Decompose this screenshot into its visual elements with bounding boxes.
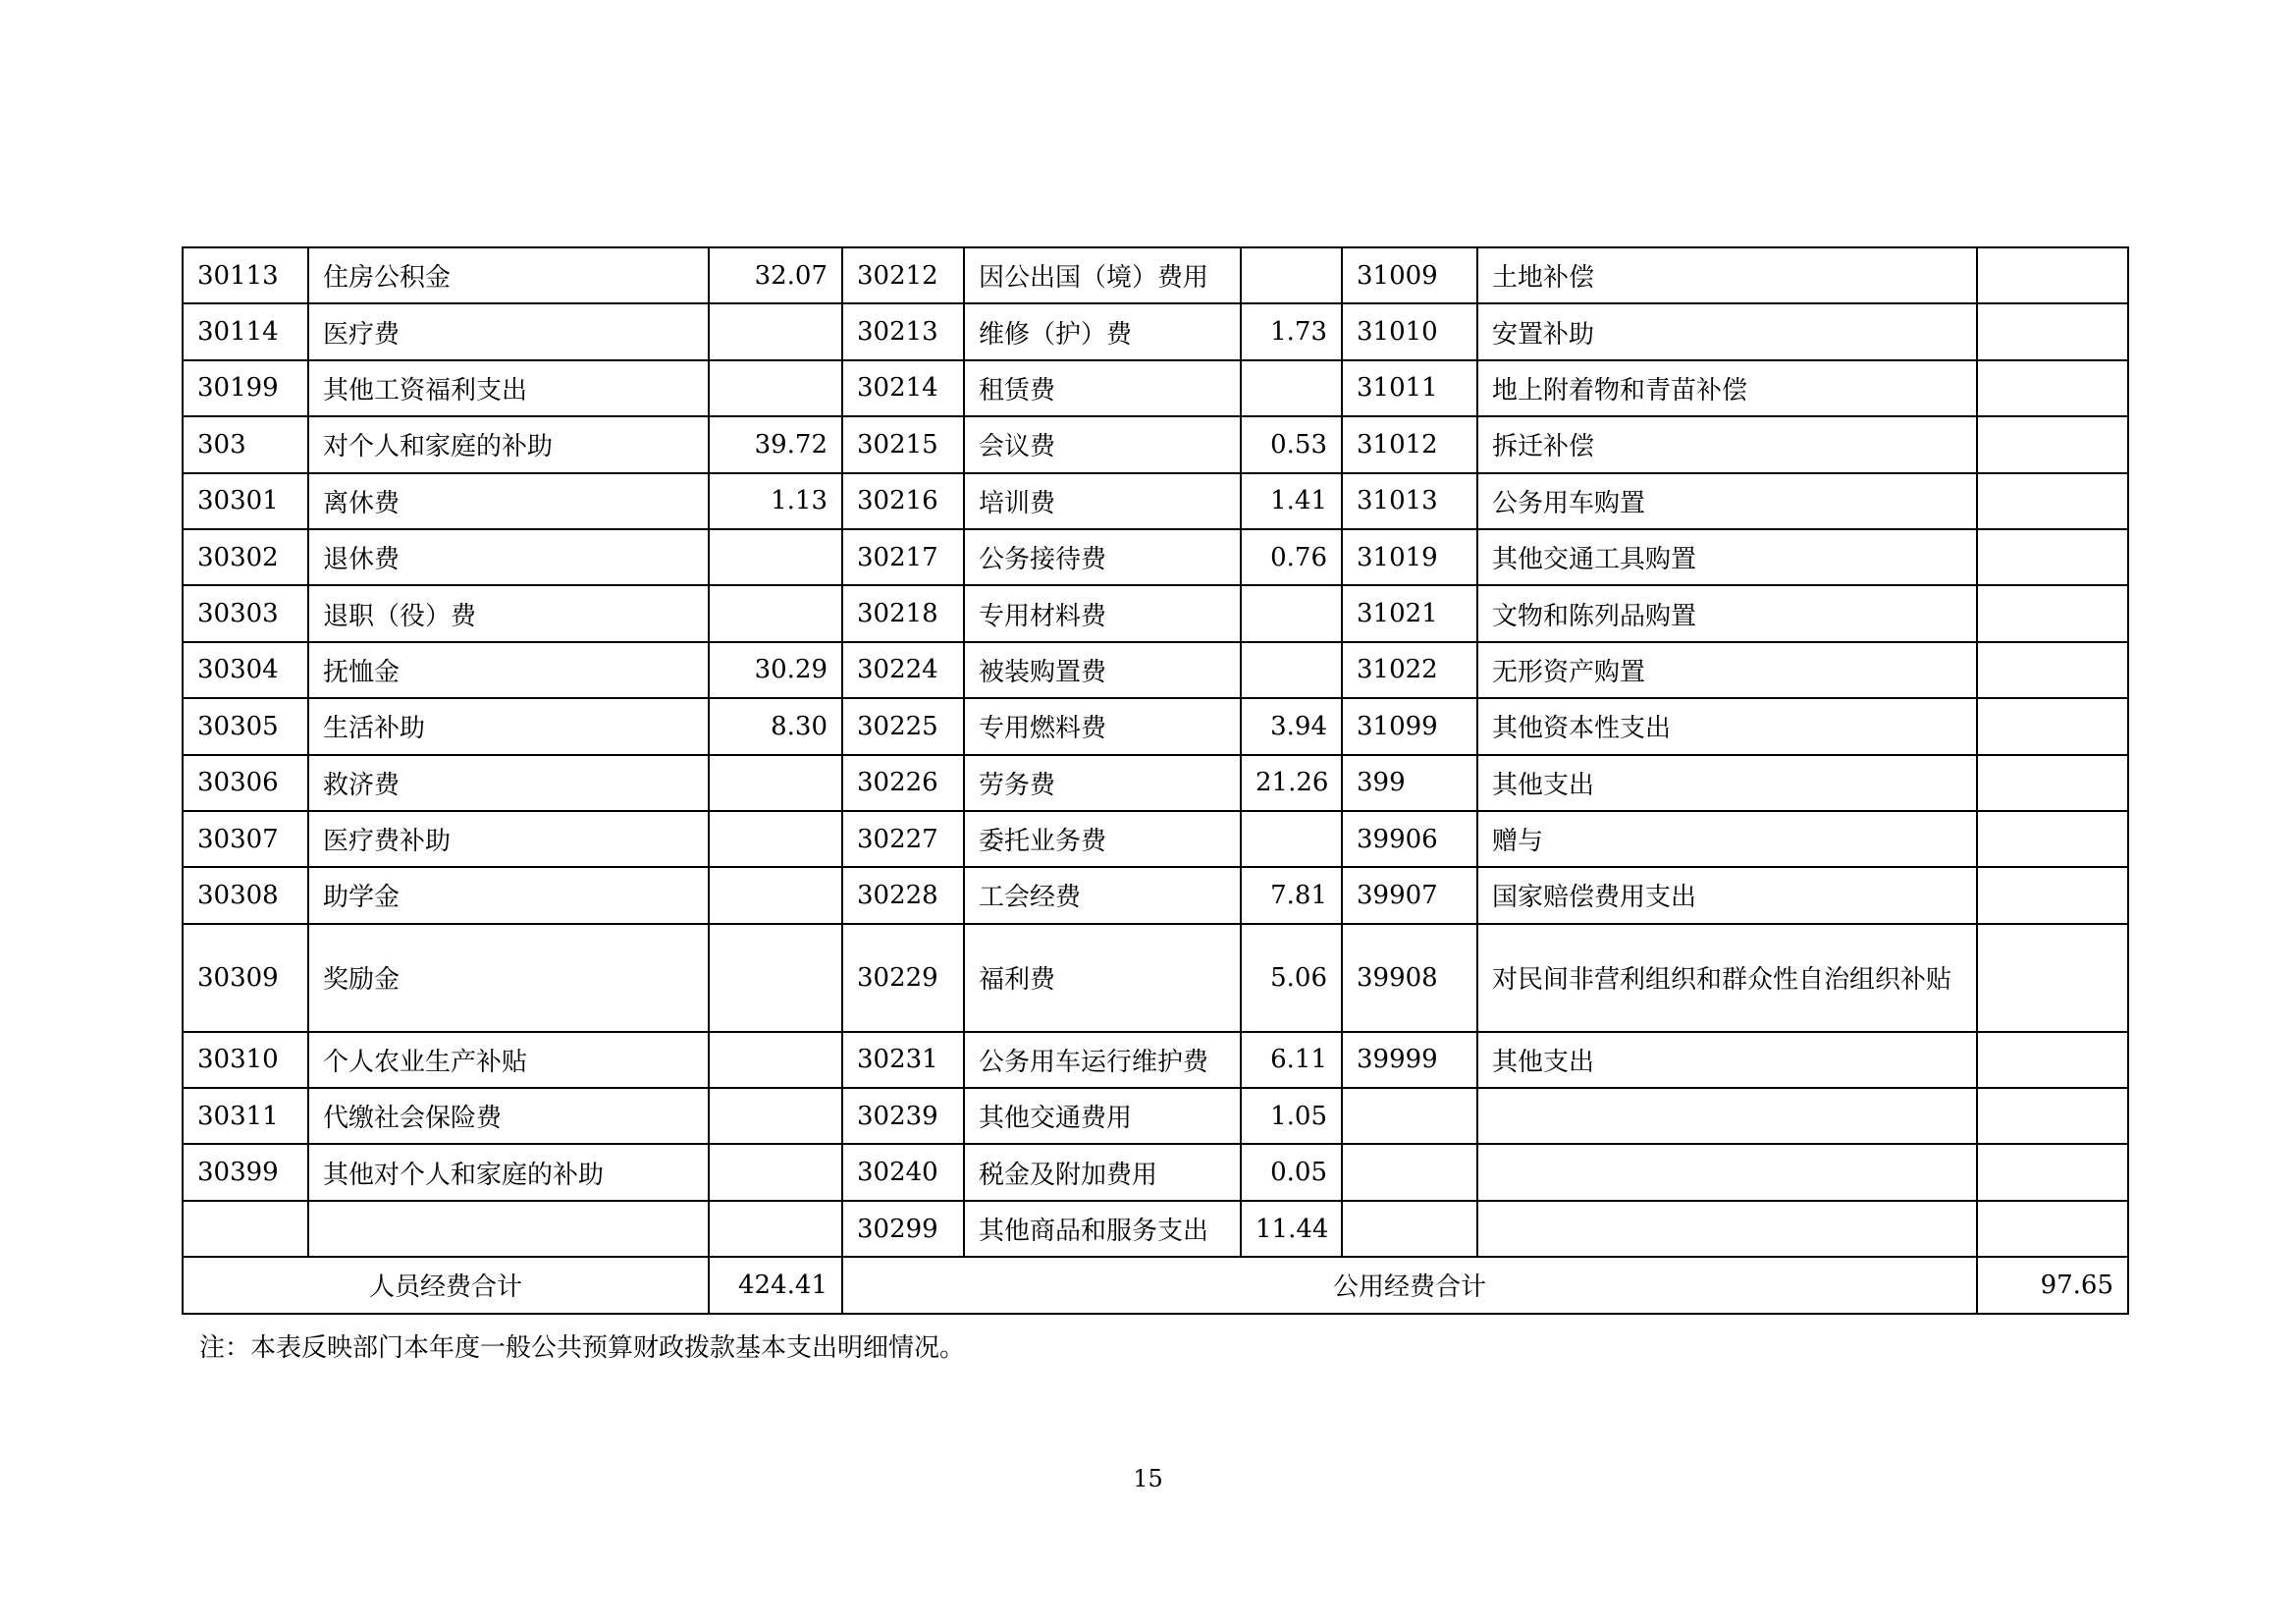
amount-cell [709,1088,842,1144]
account-name-cell: 培训费 [964,473,1241,529]
amount-cell [709,1201,842,1257]
account-code-cell: 30212 [842,247,964,303]
account-code-cell: 30239 [842,1088,964,1144]
account-code-cell: 39908 [1342,924,1477,1032]
account-name-cell: 专用燃料费 [964,698,1241,754]
account-name-cell: 租赁费 [964,360,1241,416]
account-code-cell: 30304 [183,642,308,698]
account-name-cell: 公务接待费 [964,529,1241,585]
amount-cell: 1.41 [1241,473,1342,529]
account-code-cell: 31022 [1342,642,1477,698]
account-name-cell: 医疗费 [308,303,709,359]
table-row [183,1088,2128,1144]
account-code-cell: 30227 [842,811,964,867]
amount-cell: 6.11 [1241,1032,1342,1088]
account-code-cell: 30215 [842,416,964,472]
amount-cell [1241,642,1342,698]
account-name-cell: 其他交通工具购置 [1477,529,1977,585]
table-row [183,698,2128,754]
account-name-cell: 其他对个人和家庭的补助 [308,1144,709,1200]
amount-cell [1977,1201,2128,1257]
table-row [183,585,2128,641]
account-code-cell: 30309 [183,924,308,1032]
table-row [183,811,2128,867]
amount-cell [1977,698,2128,754]
account-name-cell: 生活补助 [308,698,709,754]
table-row [183,924,2128,1032]
amount-cell [709,1144,842,1200]
amount-cell: 39.72 [709,416,842,472]
account-name-cell: 退休费 [308,529,709,585]
amount-cell [1977,247,2128,303]
account-code-cell: 30307 [183,811,308,867]
account-name-cell: 被装购置费 [964,642,1241,698]
amount-cell [1977,473,2128,529]
account-code-cell: 30231 [842,1032,964,1088]
account-name-cell: 救济费 [308,755,709,811]
amount-cell [709,303,842,359]
account-code-cell: 30229 [842,924,964,1032]
amount-cell: 11.44 [1241,1201,1342,1257]
table-row [183,1032,2128,1088]
amount-cell: 5.06 [1241,924,1342,1032]
table-row [183,642,2128,698]
table-row [183,529,2128,585]
amount-cell [709,360,842,416]
account-code-cell: 31021 [1342,585,1477,641]
account-name-cell [1477,1201,1977,1257]
amount-cell [1977,416,2128,472]
amount-cell: 3.94 [1241,698,1342,754]
account-name-cell: 对个人和家庭的补助 [308,416,709,472]
amount-cell [1977,303,2128,359]
amount-cell [1241,247,1342,303]
account-name-cell: 无形资产购置 [1477,642,1977,698]
amount-cell: 0.53 [1241,416,1342,472]
amount-cell [709,867,842,923]
account-name-cell: 助学金 [308,867,709,923]
account-name-cell: 公务用车购置 [1477,473,1977,529]
account-code-cell: 30228 [842,867,964,923]
account-code-cell: 39907 [1342,867,1477,923]
account-name-cell: 抚恤金 [308,642,709,698]
account-name-cell: 拆迁补偿 [1477,416,1977,472]
account-code-cell: 30301 [183,473,308,529]
amount-cell: 0.76 [1241,529,1342,585]
account-code-cell: 30240 [842,1144,964,1200]
account-name-cell: 医疗费补助 [308,811,709,867]
account-name-cell: 离休费 [308,473,709,529]
table-row [183,755,2128,811]
page-number: 15 [1133,1465,1163,1492]
account-name-cell: 委托业务费 [964,811,1241,867]
account-name-cell: 工会经费 [964,867,1241,923]
account-name-cell: 其他资本性支出 [1477,698,1977,754]
account-name-cell: 国家赔偿费用支出 [1477,867,1977,923]
account-name-cell: 其他支出 [1477,755,1977,811]
personnel-total-value: 424.41 [709,1257,842,1313]
account-name-cell: 安置补助 [1477,303,1977,359]
account-code-cell: 30114 [183,303,308,359]
account-code-cell: 31009 [1342,247,1477,303]
amount-cell [1977,811,2128,867]
account-code-cell: 30225 [842,698,964,754]
account-name-cell: 劳务费 [964,755,1241,811]
account-code-cell: 30399 [183,1144,308,1200]
account-name-cell: 文物和陈列品购置 [1477,585,1977,641]
table-row [183,416,2128,472]
account-name-cell: 公务用车运行维护费 [964,1032,1241,1088]
public-total-value: 97.65 [1977,1257,2128,1313]
amount-cell [1241,811,1342,867]
account-name-cell: 会议费 [964,416,1241,472]
amount-cell: 32.07 [709,247,842,303]
account-name-cell: 地上附着物和青苗补偿 [1477,360,1977,416]
account-code-cell: 30113 [183,247,308,303]
public-total-label: 公用经费合计 [842,1257,1977,1313]
account-name-cell: 奖励金 [308,924,709,1032]
totals-row [183,1257,2128,1313]
account-name-cell: 其他商品和服务支出 [964,1201,1241,1257]
table-row [183,867,2128,923]
account-name-cell: 维修（护）费 [964,303,1241,359]
amount-cell: 30.29 [709,642,842,698]
amount-cell [1977,1032,2128,1088]
account-code-cell: 31012 [1342,416,1477,472]
personnel-total-label: 人员经费合计 [183,1257,709,1313]
amount-cell [1241,585,1342,641]
amount-cell [1241,360,1342,416]
amount-cell: 1.13 [709,473,842,529]
amount-cell [1977,1144,2128,1200]
account-code-cell: 30216 [842,473,964,529]
expenditure-table [182,246,2129,1315]
account-code-cell: 31011 [1342,360,1477,416]
amount-cell [709,529,842,585]
amount-cell [709,1032,842,1088]
account-code-cell: 30218 [842,585,964,641]
amount-cell: 1.73 [1241,303,1342,359]
account-name-cell [308,1201,709,1257]
account-code-cell: 30226 [842,755,964,811]
amount-cell: 7.81 [1241,867,1342,923]
account-code-cell: 31099 [1342,698,1477,754]
account-code-cell [1342,1088,1477,1144]
account-code-cell: 303 [183,416,308,472]
account-code-cell: 30217 [842,529,964,585]
amount-cell [1977,529,2128,585]
account-name-cell: 土地补偿 [1477,247,1977,303]
amount-cell: 1.05 [1241,1088,1342,1144]
amount-cell: 21.26 [1241,755,1342,811]
amount-cell [1977,924,2128,1032]
account-name-cell: 专用材料费 [964,585,1241,641]
table-row [183,1201,2128,1257]
table-note: 注：本表反映部门本年度一般公共预算财政拨款基本支出明细情况。 [199,1333,966,1363]
account-code-cell: 30308 [183,867,308,923]
account-name-cell: 退职（役）费 [308,585,709,641]
amount-cell [1977,867,2128,923]
account-code-cell: 30310 [183,1032,308,1088]
account-name-cell: 个人农业生产补贴 [308,1032,709,1088]
amount-cell [709,755,842,811]
account-code-cell [183,1201,308,1257]
account-name-cell: 税金及附加费用 [964,1144,1241,1200]
account-code-cell: 30305 [183,698,308,754]
amount-cell [709,585,842,641]
amount-cell [1977,642,2128,698]
account-name-cell: 因公出国（境）费用 [964,247,1241,303]
account-code-cell: 30199 [183,360,308,416]
account-code-cell: 30306 [183,755,308,811]
account-name-cell [1477,1144,1977,1200]
table-row [183,360,2128,416]
amount-cell [1977,755,2128,811]
account-code-cell: 30224 [842,642,964,698]
account-code-cell: 30214 [842,360,964,416]
table-row [183,303,2128,359]
account-name-cell: 代缴社会保险费 [308,1088,709,1144]
amount-cell [1977,360,2128,416]
table-row [183,473,2128,529]
account-code-cell [1342,1144,1477,1200]
account-code-cell [1342,1201,1477,1257]
account-code-cell: 31010 [1342,303,1477,359]
table-row [183,247,2128,303]
account-code-cell: 30302 [183,529,308,585]
account-code-cell: 30311 [183,1088,308,1144]
account-code-cell: 31013 [1342,473,1477,529]
amount-cell: 0.05 [1241,1144,1342,1200]
account-name-cell [1477,1088,1977,1144]
table-body [183,247,2128,1257]
account-name-cell: 赠与 [1477,811,1977,867]
account-code-cell: 399 [1342,755,1477,811]
amount-cell [1977,1088,2128,1144]
amount-cell [709,811,842,867]
account-code-cell: 39999 [1342,1032,1477,1088]
amount-cell: 8.30 [709,698,842,754]
account-name-cell: 住房公积金 [308,247,709,303]
account-code-cell: 30213 [842,303,964,359]
account-code-cell: 39906 [1342,811,1477,867]
account-name-cell: 其他支出 [1477,1032,1977,1088]
account-name-cell: 其他交通费用 [964,1088,1241,1144]
account-code-cell: 31019 [1342,529,1477,585]
account-code-cell: 30299 [842,1201,964,1257]
account-code-cell: 30303 [183,585,308,641]
amount-cell [709,924,842,1032]
amount-cell [1977,585,2128,641]
account-name-cell: 其他工资福利支出 [308,360,709,416]
account-name-cell: 福利费 [964,924,1241,1032]
table-row [183,1144,2128,1200]
account-name-cell: 对民间非营利组织和群众性自治组织补贴 [1477,924,1977,1032]
